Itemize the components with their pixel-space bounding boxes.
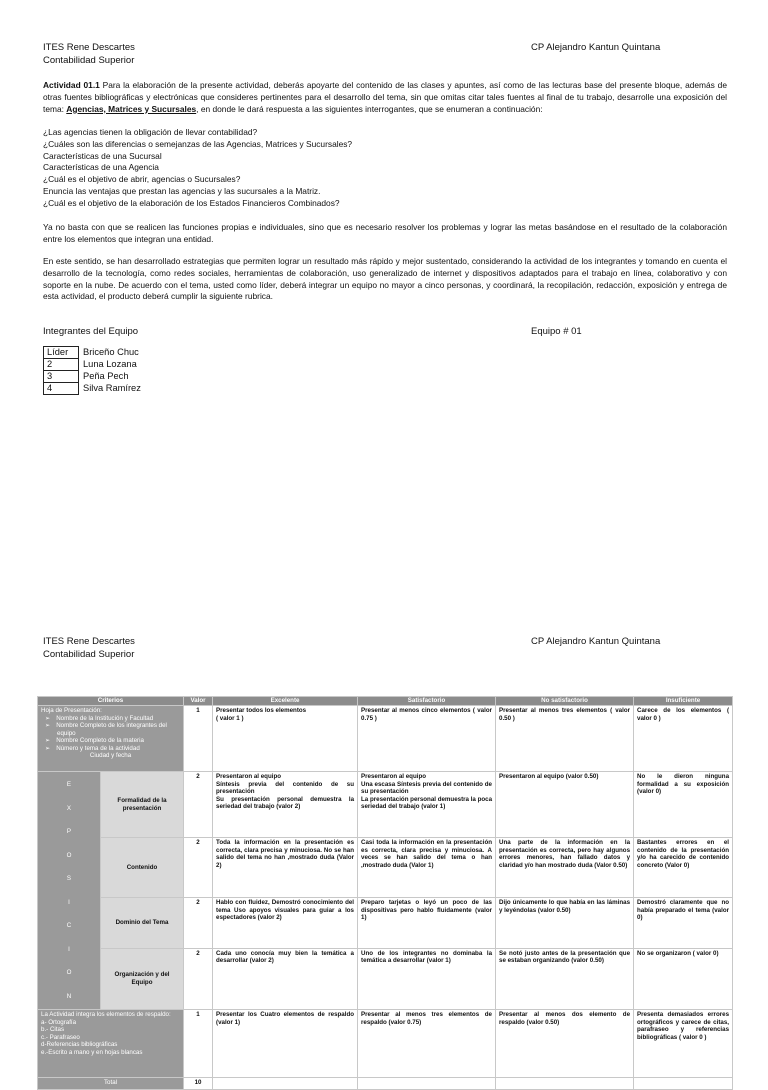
respaldo-insuficiente: Presenta demasiados errores ortográficos y carece de citas, parafraseo y referencias bibliográficas ( valor 0 ) — [634, 1010, 733, 1078]
contenido-insuficiente: Bastantes errores en el contenido de la presentación y/o ha carecido de contenido concreto (Valor 0) — [634, 838, 733, 898]
total-value: 10 — [184, 1078, 213, 1090]
question-item: ¿Cuál es el objetivo de abrir, agencias o Sucursales? — [43, 174, 241, 185]
header-no-satisfactorio: No satisfactorio — [496, 697, 634, 706]
teacher-name: CP Alejandro Kantun Quintana — [531, 42, 661, 53]
respaldo-criterion — [38, 1010, 184, 1078]
rubric-row-total — [38, 1078, 733, 1090]
letter: O — [66, 969, 72, 976]
team-member-row — [44, 359, 144, 371]
contenido-no-satisfactorio: Una parte de la información en la presentación es correcta, pero hay algunos errores menores, han fallado datos y claridad y/o han mostrado duda (Valor 0.50) — [496, 838, 634, 898]
teacher-name-page2: CP Alejandro Kantun Quintana — [531, 636, 661, 647]
team-member-row — [44, 383, 144, 395]
hoja-item: ➢ Nombre de la Institución y Facultad — [57, 715, 180, 723]
organizacion-insuficiente: No se organizaron ( valor 0) — [634, 948, 733, 1009]
organizacion-excelente: Cada uno conocía muy bien la temática a desarrollar (valor 2) — [213, 948, 358, 1009]
course-name: Contabilidad Superior — [43, 55, 135, 66]
contenido-excelente: Toda la información en la presentación es correcta, clara precisa y minuciosa. No se han salido del tema no han ,mostrado duda (Valor 2) — [213, 838, 358, 898]
respaldo-title: La Actividad integra los elementos de respaldo: — [41, 1011, 171, 1018]
total-empty-cell — [496, 1078, 634, 1090]
dominio-satisfactorio: Preparo tarjetas o leyó un poco de las dispositivas pero hablo fluidamente (valor 1) — [358, 898, 496, 949]
organizacion-satisfactorio: Uno de los integrantes no dominaba la temática a desarrollar (valor 1) — [358, 948, 496, 1009]
member-role: 4 — [44, 383, 79, 395]
activity-paragraph — [43, 80, 727, 115]
hoja-item: ➢ Número y tema de la actividad — [57, 745, 180, 753]
respaldo-item: b.- Citas — [41, 1026, 65, 1033]
question-item: ¿Las agencias tienen la obligación de llevar contabilidad? — [43, 127, 258, 137]
hoja-item: ➢ Nombre Completo de la materia — [57, 737, 180, 745]
activity-intro-end: , en donde le dará respuesta a las siguientes interrogantes, que se enumeran a continuación: — [196, 103, 543, 114]
respaldo-item: e.-Escrito a mano y en hojas blancas — [41, 1048, 143, 1056]
questions-list — [43, 127, 727, 210]
school-name: ITES Rene Descartes — [43, 42, 135, 53]
respaldo-excelente: Presentar los Cuatro elementos de respaldo (valor 1) — [213, 1010, 358, 1078]
dominio-valor: 2 — [184, 898, 213, 949]
hoja-last-item: Ciudad y fecha — [89, 752, 132, 759]
organizacion-valor: 2 — [184, 948, 213, 1009]
rubric-header-row — [38, 697, 733, 706]
question-item: ¿Cuáles son las diferencias o semejanzas de las Agencias, Matrices y Sucursales? — [43, 138, 353, 149]
header-insuficiente: Insuficiente — [634, 697, 733, 706]
respaldo-valor: 1 — [184, 1010, 213, 1078]
contenido-valor: 2 — [184, 838, 213, 898]
respaldo-item: a- Ortografía — [41, 1018, 77, 1026]
question-item: Características de una Agencia — [43, 162, 159, 173]
course-name-page2: Contabilidad Superior — [43, 649, 135, 660]
total-empty-cell — [358, 1078, 496, 1090]
letter: N — [66, 992, 72, 1000]
respaldo-item: c.- Parafraseo — [41, 1033, 80, 1041]
member-role: Líder — [44, 347, 79, 359]
hoja-item: ➢ Nombre Completo de los integrantes del equipo — [57, 722, 180, 737]
letter: I — [68, 898, 70, 906]
member-role: 2 — [44, 359, 79, 371]
organizacion-no-satisfactorio: Se notó justo antes de la presentación que se estaban organizando (valor 0.50) — [496, 948, 634, 1009]
formalidad-valor: 2 — [184, 772, 213, 838]
school-name-page2: ITES Rene Descartes — [43, 636, 135, 647]
hoja-excelente: Presentar todos los elementos ( valor 1 ) — [213, 706, 358, 772]
respaldo-satisfactorio: Presentar al menos tres elementos de respaldo (valor 0.75) — [358, 1010, 496, 1078]
hoja-items — [41, 715, 180, 753]
hoja-no-satisfactorio: Presentar al menos tres elementos ( valor 0.50 ) — [496, 706, 634, 772]
team-label: Integrantes del Equipo — [43, 326, 139, 337]
rubric-row-contenido — [38, 838, 733, 898]
header-satisfactorio: Satisfactorio — [358, 697, 496, 706]
header-excelente: Excelente — [213, 697, 358, 706]
header-criterios: Criterios — [38, 697, 184, 706]
rubric-row-dominio — [38, 898, 733, 949]
member-name: Peña Pech — [83, 371, 129, 381]
question-item: Enuncia las ventajas que prestan las agencias y las sucursales a la Matriz. — [43, 185, 321, 196]
dominio-no-satisfactorio: Dijo únicamente lo que había en las láminas y leyéndolas (valor 0.50) — [496, 898, 634, 949]
rubric-row-formalidad — [38, 772, 733, 838]
total-empty-cell — [213, 1078, 358, 1090]
formalidad-satisfactorio: Presentaron al equipo Una escasa Síntesis previa del contenido de su presentación La presentación personal demuestra la poca seriedad del trabajo (valor 1) — [358, 772, 496, 838]
letter: X — [66, 804, 72, 812]
letter: O — [66, 851, 72, 859]
hoja-criterion — [38, 706, 184, 772]
activity-label: Actividad 01.1 — [43, 80, 100, 90]
rubric-row-respaldo — [38, 1010, 733, 1078]
member-name: Briceño Chuc — [83, 347, 139, 357]
member-name: Silva Ramírez — [83, 383, 141, 393]
paragraph-strategies: En este sentido, se han desarrollado estrategias que permiten lograr un resultado más rápido y mejor sustentado, considerando la actividad de los integrantes y tomando en cuenta el desarrollo de la tecnología, como redes sociales, herramientas de colaboración, uso generalizado de internet y dispositivos adaptados para el trabajo en línea, colaborativo y con soporte en la nube. De acuerdo con el tema, usted como líder, deberá integrar un equipo no mayor a cinco personas, y coordinará, la recopilación, redacción, exposición y entrega de esta actividad, el producto deberá cumplir la siguiente rubrica. — [43, 256, 727, 302]
respaldo-item: d-Referencias bibliográficas — [41, 1041, 118, 1048]
hoja-insuficiente: Carece de los elementos ( valor 0 ) — [634, 706, 733, 772]
respaldo-no-satisfactorio: Presentar al menos dos elemento de respaldo (valor 0.50) — [496, 1010, 634, 1078]
rubric-row-organizacion — [38, 948, 733, 1009]
criterion-formalidad: Formalidad de la presentación — [101, 772, 184, 838]
criterion-dominio: Dominio del Tema — [101, 898, 184, 949]
rubric-table — [37, 696, 733, 1090]
member-name: Luna Lozana — [83, 359, 137, 369]
letter: S — [66, 875, 72, 882]
dominio-insuficiente: Demostró claramente que no había preparado el tema (valor 0) — [634, 898, 733, 949]
criterion-organizacion: Organización y del Equipo — [101, 948, 184, 1009]
team-members-table — [43, 346, 144, 395]
letter: C — [66, 922, 72, 929]
total-label: Total — [38, 1078, 184, 1090]
hoja-satisfactorio: Presentar al menos cinco elementos ( valor 0.75 ) — [358, 706, 496, 772]
activity-intro: Para la elaboración de la presente actividad, deberás apoyarte del contenido de las clases y apuntes, así como de las lecturas base del presente bloque, además de otras fuentes bibliográficas y electrónicas que consideres pertinentes para el desarrollo del tema, sin que omitas citar tales fuentes al final de tu trabajo, desarrolle una exposición del tema: — [43, 80, 727, 114]
letter: E — [66, 781, 72, 788]
team-number: Equipo # 01 — [531, 326, 582, 337]
letter: I — [68, 945, 70, 953]
dominio-excelente: Hablo con fluidez, Demostró conocimiento del tema Uso apoyos visuales para guiar a los espectadores (valor 2) — [213, 898, 358, 949]
criterion-contenido: Contenido — [101, 838, 184, 898]
contenido-satisfactorio: Casi toda la información en la presentación es correcta, clara precisa y minuciosa. A veces se han salido del tema o han ,mostrado duda (Valor 1) — [358, 838, 496, 898]
question-item: ¿Cuál es el objetivo de la elaboración de los Estados Financieros Combinados? — [43, 197, 340, 208]
exposicion-vertical-label — [38, 772, 101, 1010]
team-member-row — [44, 347, 144, 359]
question-item: Características de una Sucursal — [43, 150, 162, 161]
total-empty-cell — [634, 1078, 733, 1090]
formalidad-excelente: Presentaron al equipo Síntesis previa del contenido de su presentación Su presentación personal demuestra la seriedad del trabajo (valor 2) — [213, 772, 358, 838]
activity-topic: Agencias, Matrices y Sucursales — [66, 103, 197, 114]
team-member-row — [44, 371, 144, 383]
formalidad-no-satisfactorio: Presentaron al equipo (valor 0.50) — [496, 772, 634, 838]
hoja-valor: 1 — [184, 706, 213, 772]
member-role: 3 — [44, 371, 79, 383]
formalidad-insuficiente: No le dieron ninguna formalidad a su exposición (valor 0) — [634, 772, 733, 838]
letter: P — [66, 828, 72, 835]
hoja-title: Hoja de Presentación: — [41, 707, 102, 714]
rubric-row-hoja — [38, 706, 733, 772]
paragraph-collaboration: Ya no basta con que se realicen las funciones propias e individuales, sino que es necesario resolver los problemas y lograr las metas basándose en el resultado de la colaboración entre los elementos que integran una entidad. — [43, 222, 727, 244]
header-valor: Valor — [184, 697, 213, 706]
